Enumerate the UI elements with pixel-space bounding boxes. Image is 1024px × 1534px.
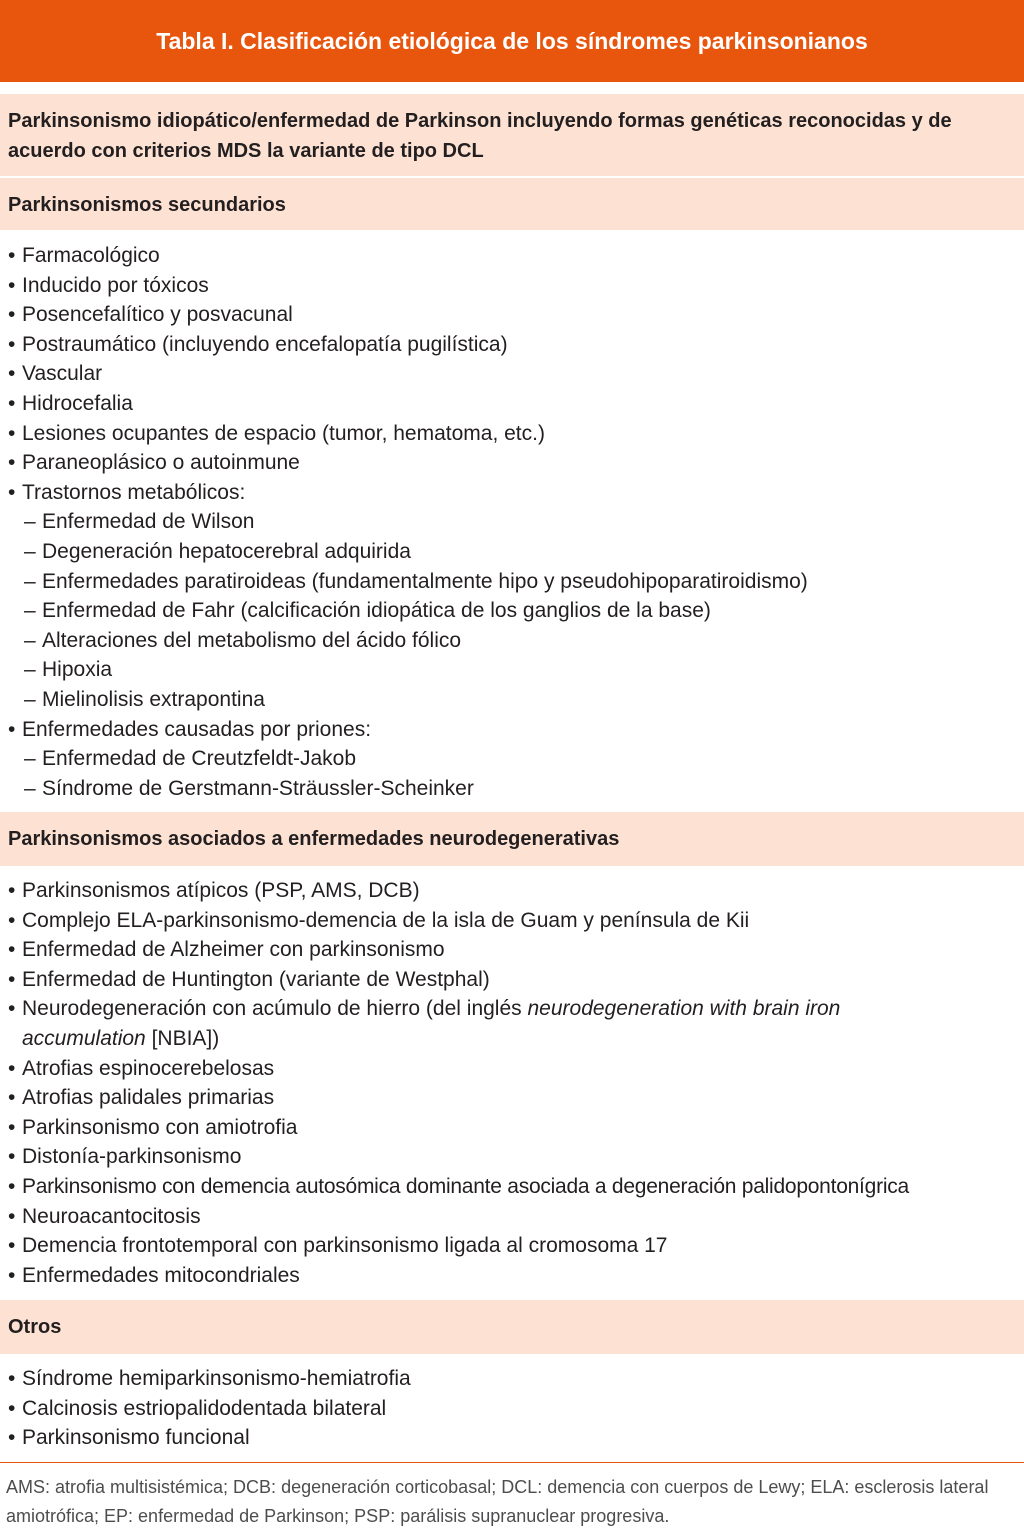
list-item: • Hidrocefalia bbox=[8, 391, 133, 415]
list-item: • Parkinsonismo funcional bbox=[8, 1426, 250, 1450]
table-title: Tabla I. Clasificación etiológica de los síndromes parkinsonianos bbox=[156, 27, 868, 54]
list-item: • Lesiones ocupantes de espacio (tumor, hematoma, etc.) bbox=[8, 421, 545, 445]
list-item: • Enfermedades causadas por priones: bbox=[8, 717, 372, 741]
sub-list-item: – Síndrome de Gerstmann-Sträussler-Scheinker bbox=[24, 776, 474, 800]
list-item: • Inducido por tóxicos bbox=[8, 273, 209, 297]
list-item: • Enfermedades mitocondriales bbox=[8, 1263, 300, 1287]
list-item: • Distonía-parkinsonismo bbox=[8, 1145, 242, 1169]
list-item: • Parkinsonismo con demencia autosómica dominante asociada a degeneración palidopontonígrica bbox=[8, 1174, 909, 1198]
sub-list-item: – Enfermedad de Wilson bbox=[24, 510, 255, 534]
sub-list-item: – Enfermedad de Creutzfeldt-Jakob bbox=[24, 747, 357, 771]
section-others-heading: Otros bbox=[0, 1300, 1024, 1354]
list-item: • Parkinsonismos atípicos (PSP, AMS, DCB) bbox=[8, 879, 420, 902]
list-item: • Enfermedad de Alzheimer con parkinsonismo bbox=[8, 938, 445, 962]
list-item: • Calcinosis estriopalidodentada bilateral bbox=[8, 1396, 387, 1420]
list-item: • Atrofias palidales primarias bbox=[8, 1086, 275, 1110]
sub-list-item: – Mielinolisis extrapontina bbox=[24, 687, 265, 711]
list-item: • Parkinsonismo con amiotrofia bbox=[8, 1115, 298, 1139]
list-item: • Neuroacantocitosis bbox=[8, 1204, 201, 1228]
list-item: • Complejo ELA-parkinsonismo-demencia de la isla de Guam y península de Kii bbox=[8, 908, 750, 932]
section-idiopathic-heading: Parkinsonismo idiopático/enfermedad de Parkinson incluyendo formas genéticas reconocidas y de acuerdo con criterios MDS la variante de tipo DCL bbox=[0, 94, 1024, 176]
sub-list-item: – Hipoxia bbox=[24, 658, 113, 682]
list-item: • Neurodegeneración con acúmulo de hierro (del inglés neurodegeneration with brain iron accumulation [NBIA]) bbox=[8, 997, 841, 1050]
section-neurodegenerative-heading: Parkinsonismos asociados a enfermedades neurodegenerativas bbox=[0, 812, 1024, 866]
others-list bbox=[0, 1364, 1024, 1453]
list-item: • Enfermedad de Huntington (variante de Westphal) bbox=[8, 967, 490, 991]
secondary-list bbox=[0, 241, 1024, 803]
sub-list-item: – Alteraciones del metabolismo del ácido fólico bbox=[24, 628, 462, 652]
sub-list-item: – Enfermedad de Fahr (calcificación idiopática de los ganglios de la base) bbox=[24, 599, 711, 623]
list-item: • Trastornos metabólicos: bbox=[8, 480, 246, 504]
list-item: • Demencia frontotemporal con parkinsonismo ligada al cromosoma 17 bbox=[8, 1234, 668, 1258]
list-item: • Síndrome hemiparkinsonismo-hemiatrofia bbox=[8, 1367, 411, 1390]
table-title-bar bbox=[0, 0, 1024, 82]
list-item: • Posencefalítico y posvacunal bbox=[8, 303, 293, 327]
list-item: • Vascular bbox=[8, 362, 103, 386]
sub-list-item: – Degeneración hepatocerebral adquirida bbox=[24, 539, 411, 563]
footnote: AMS: atrofia multisistémica; DCB: degeneración corticobasal; DCL: demencia con cuerpos de Lewy; ELA: esclerosis lateral amiotrófica; EP: enfermedad de Parkinson; PSP: parálisis supranuclear progresiva. bbox=[0, 1462, 1024, 1534]
sub-list-item: – Enfermedades paratiroideas (fundamentalmente hipo y pseudohipoparatiroidismo) bbox=[24, 569, 808, 593]
list-item: • Atrofias espinocerebelosas bbox=[8, 1056, 275, 1080]
list-item: • Paraneoplásico o autoinmune bbox=[8, 451, 300, 475]
section-secondary-heading: Parkinsonismos secundarios bbox=[0, 178, 1024, 230]
neurodegenerative-list bbox=[0, 876, 1024, 1290]
list-item: • Postraumático (incluyendo encefalopatía pugilística) bbox=[8, 332, 508, 356]
list-item: • Farmacológico bbox=[8, 244, 160, 267]
